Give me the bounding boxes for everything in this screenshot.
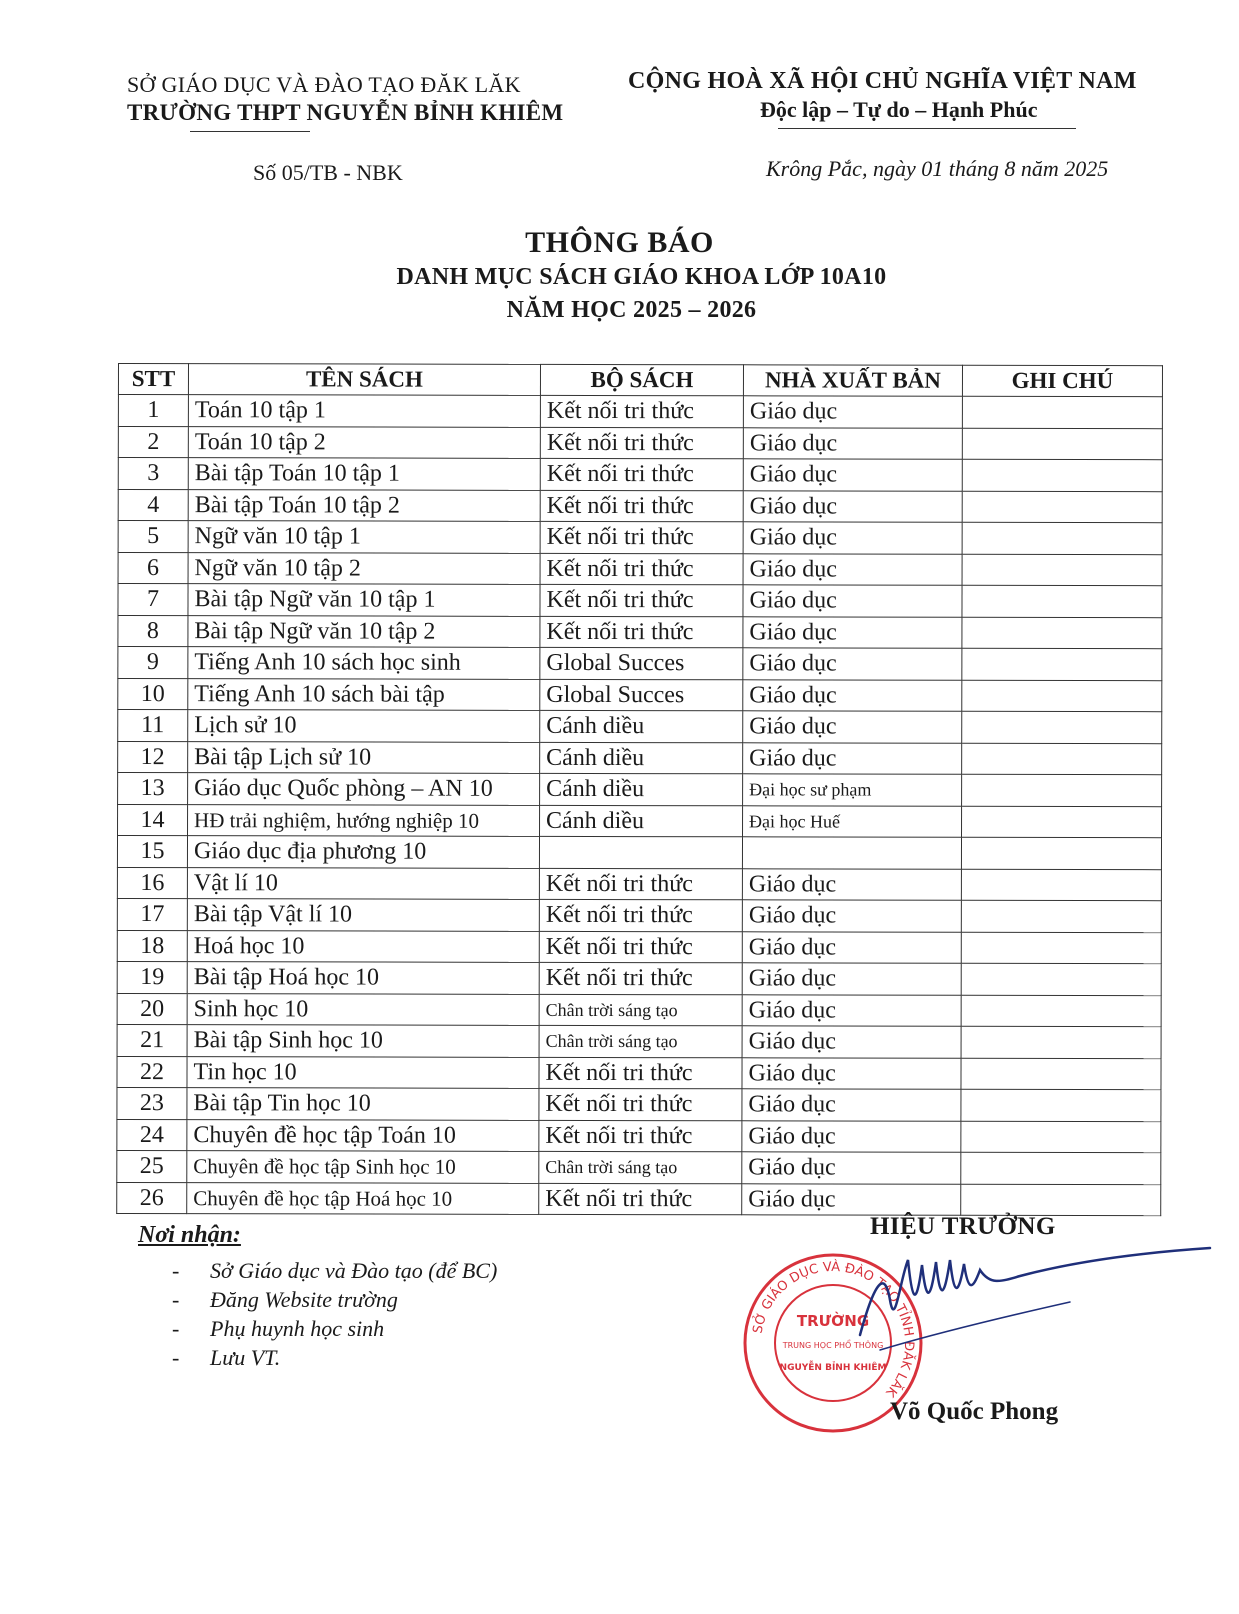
table-row — [118, 521, 1162, 555]
table-row — [117, 1150, 1161, 1184]
cell-book-series: Kết nối tri thức — [539, 1183, 742, 1215]
textbook-table — [116, 363, 1163, 1216]
principal-signature — [850, 1240, 1220, 1370]
cell-publisher: Giáo dục — [743, 396, 962, 428]
cell-note — [962, 428, 1162, 460]
table-row — [117, 961, 1161, 995]
cell-note — [962, 743, 1162, 775]
cell-stt: 8 — [118, 615, 188, 647]
motto-underline — [778, 128, 1076, 129]
cell-publisher: Giáo dục — [742, 963, 961, 995]
cell-publisher: Giáo dục — [742, 868, 961, 900]
table-header-row — [118, 364, 1162, 397]
cell-book-series: Kết nối tri thức — [539, 931, 742, 963]
cell-book-series: Kết nối tri thức — [539, 1088, 742, 1120]
cell-book-series — [539, 836, 742, 868]
cell-note — [961, 869, 1161, 901]
recipient-text: Đăng Website trường — [210, 1287, 398, 1312]
nation-name: CỘNG HOÀ XÃ HỘI CHỦ NGHĨA VIỆT NAM — [628, 68, 1137, 94]
recipient-text: Phụ huynh học sinh — [210, 1316, 385, 1341]
table-row — [117, 993, 1161, 1027]
school-year: NĂM HỌC 2025 – 2026 — [506, 297, 757, 323]
cell-publisher: Giáo dục — [742, 1120, 961, 1152]
list-dash: - — [172, 1287, 180, 1312]
cell-book-name: Bài tập Lịch sử 10 — [188, 741, 540, 773]
cell-note — [962, 459, 1162, 491]
cell-publisher: Giáo dục — [742, 1183, 961, 1215]
cell-book-name: Ngữ văn 10 tập 1 — [188, 521, 540, 553]
cell-stt: 15 — [117, 836, 187, 868]
cell-book-name: Tiếng Anh 10 sách học sinh — [188, 647, 540, 679]
cell-stt: 11 — [118, 710, 188, 742]
table-row — [118, 458, 1162, 492]
cell-book-name: Giáo dục Quốc phòng – AN 10 — [188, 773, 540, 805]
cell-note — [961, 1184, 1161, 1216]
cell-book-series: Kết nối tri thức — [540, 553, 743, 585]
cell-book-name: Bài tập Vật lí 10 — [187, 899, 539, 931]
table-row — [118, 584, 1162, 618]
cell-note — [962, 585, 1162, 617]
cell-stt: 13 — [118, 773, 188, 805]
cell-publisher: Giáo dục — [742, 900, 961, 932]
cell-book-series: Chân trời sáng tạo — [539, 1025, 742, 1057]
cell-book-name: Chuyên đề học tập Hoá học 10 — [187, 1182, 539, 1214]
cell-note — [962, 617, 1162, 649]
recipients-title: Nơi nhận: — [138, 1222, 241, 1248]
cell-stt: 19 — [117, 961, 187, 993]
cell-stt: 1 — [118, 395, 188, 427]
cell-publisher: Giáo dục — [742, 1152, 961, 1184]
table-row — [117, 1056, 1161, 1090]
cell-publisher: Giáo dục — [743, 585, 962, 617]
cell-note — [962, 554, 1162, 586]
cell-note — [962, 774, 1162, 806]
cell-publisher: Đại học sư phạm — [743, 774, 962, 806]
cell-stt: 26 — [117, 1182, 187, 1214]
cell-note — [961, 900, 1161, 932]
table-row — [117, 1119, 1161, 1153]
cell-note — [961, 1058, 1161, 1090]
cell-note — [961, 1089, 1161, 1121]
list-dash: - — [172, 1316, 180, 1341]
cell-book-series: Cánh diều — [540, 710, 743, 742]
cell-publisher: Giáo dục — [743, 459, 962, 491]
cell-stt: 16 — [117, 867, 187, 899]
cell-stt: 20 — [117, 993, 187, 1025]
cell-book-series: Kết nối tri thức — [539, 899, 742, 931]
cell-stt: 18 — [117, 930, 187, 962]
table-row — [118, 678, 1162, 712]
cell-book-series: Kết nối tri thức — [540, 616, 743, 648]
table-row — [118, 804, 1162, 838]
cell-publisher: Giáo dục — [743, 742, 962, 774]
cell-book-name: Bài tập Hoá học 10 — [187, 962, 539, 994]
header-book-name: TÊN SÁCH — [188, 364, 540, 396]
cell-publisher: Giáo dục — [743, 522, 962, 554]
school-underline — [190, 131, 310, 132]
cell-book-name: Toán 10 tập 1 — [188, 395, 540, 427]
cell-note — [961, 963, 1161, 995]
cell-note — [962, 396, 1162, 428]
signature-underline — [880, 1302, 1070, 1350]
cell-book-series: Kết nối tri thức — [540, 395, 743, 427]
table-row — [117, 867, 1161, 901]
cell-note — [961, 932, 1161, 964]
cell-publisher: Giáo dục — [743, 648, 962, 680]
recipient-item — [172, 1256, 497, 1285]
cell-note — [961, 837, 1161, 869]
document-number: Số 05/TB - NBK — [253, 160, 403, 185]
cell-note — [961, 995, 1161, 1027]
table-row — [117, 1024, 1161, 1058]
cell-book-name: Hoá học 10 — [187, 930, 539, 962]
stamp-center-line1: TRƯỜNG — [796, 1312, 870, 1330]
table-row — [118, 395, 1162, 429]
cell-book-name: Bài tập Toán 10 tập 2 — [188, 489, 540, 521]
cell-book-series: Chân trời sáng tạo — [539, 994, 742, 1026]
cell-book-name: Ngữ văn 10 tập 2 — [188, 552, 540, 584]
cell-note — [961, 1026, 1161, 1058]
cell-book-series: Chân trời sáng tạo — [539, 1151, 742, 1183]
cell-stt: 5 — [118, 521, 188, 553]
cell-stt: 22 — [117, 1056, 187, 1088]
table-row — [117, 1182, 1161, 1216]
cell-book-series: Global Succes — [540, 647, 743, 679]
table-row — [117, 1087, 1161, 1121]
list-dash: - — [172, 1258, 180, 1283]
list-dash: - — [172, 1345, 180, 1370]
table-row — [117, 836, 1161, 870]
principal-name: Võ Quốc Phong — [890, 1398, 1059, 1425]
cell-stt: 4 — [118, 489, 188, 521]
cell-publisher: Giáo dục — [742, 931, 961, 963]
cell-publisher — [742, 837, 961, 869]
cell-book-series: Kết nối tri thức — [539, 868, 742, 900]
cell-publisher: Giáo dục — [743, 490, 962, 522]
recipient-item — [172, 1314, 497, 1343]
cell-book-series: Kết nối tri thức — [539, 1120, 742, 1152]
table-row — [118, 426, 1162, 460]
stamp-center-line2: TRUNG HỌC PHỔ THÔNG — [782, 1341, 884, 1350]
cell-book-name: Tiếng Anh 10 sách bài tập — [188, 678, 540, 710]
table-row — [118, 615, 1162, 649]
cell-stt: 9 — [118, 647, 188, 679]
table-row — [117, 898, 1161, 932]
table-body — [117, 395, 1163, 1216]
table-row — [118, 773, 1162, 807]
cell-book-name: HĐ trải nghiệm, hướng nghiệp 10 — [188, 804, 540, 836]
cell-book-name: Tin học 10 — [187, 1056, 539, 1088]
cell-stt: 2 — [118, 426, 188, 458]
cell-book-name: Chuyên đề học tập Sinh học 10 — [187, 1151, 539, 1183]
cell-stt: 7 — [118, 584, 188, 616]
cell-book-name: Chuyên đề học tập Toán 10 — [187, 1119, 539, 1151]
recipient-item — [172, 1285, 497, 1314]
cell-book-series: Kết nối tri thức — [540, 584, 743, 616]
cell-stt: 6 — [118, 552, 188, 584]
cell-book-series: Kết nối tri thức — [540, 490, 743, 522]
cell-book-series: Kết nối tri thức — [539, 962, 742, 994]
cell-book-name: Sinh học 10 — [187, 993, 539, 1025]
cell-book-series: Kết nối tri thức — [540, 427, 743, 459]
notice-title: THÔNG BÁO — [525, 226, 714, 259]
cell-publisher: Giáo dục — [742, 1026, 961, 1058]
header-note: GHI CHÚ — [962, 365, 1162, 396]
cell-note — [962, 711, 1162, 743]
cell-book-series: Kết nối tri thức — [540, 521, 743, 553]
table-row — [118, 489, 1162, 523]
header-book-series: BỘ SÁCH — [540, 364, 743, 395]
cell-publisher: Giáo dục — [743, 711, 962, 743]
cell-book-name: Lịch sử 10 — [188, 710, 540, 742]
cell-note — [962, 680, 1162, 712]
notice-subtitle: DANH MỤC SÁCH GIÁO KHOA LỚP 10A10 — [396, 264, 887, 290]
cell-publisher: Giáo dục — [742, 1057, 961, 1089]
cell-book-name: Bài tập Tin học 10 — [187, 1088, 539, 1120]
nation-motto: Độc lập – Tự do – Hạnh Phúc — [760, 97, 1038, 122]
cell-stt: 17 — [117, 898, 187, 930]
cell-note — [961, 1121, 1161, 1153]
cell-stt: 10 — [118, 678, 188, 710]
cell-publisher: Giáo dục — [743, 679, 962, 711]
cell-book-name: Vật lí 10 — [187, 867, 539, 899]
cell-stt: 14 — [118, 804, 188, 836]
table-row — [118, 552, 1162, 586]
recipient-text: Sở Giáo dục và Đào tạo (để BC) — [210, 1258, 498, 1283]
cell-book-name: Bài tập Toán 10 tập 1 — [188, 458, 540, 490]
cell-note — [962, 491, 1162, 523]
cell-book-series: Kết nối tri thức — [539, 1057, 742, 1089]
cell-book-name: Giáo dục địa phương 10 — [187, 836, 539, 868]
header-publisher: NHÀ XUẤT BẢN — [743, 365, 962, 396]
place-date: Krông Pắc, ngày 01 tháng 8 năm 2025 — [766, 156, 1109, 181]
cell-note — [962, 648, 1162, 680]
cell-stt: 12 — [118, 741, 188, 773]
cell-book-name: Bài tập Ngữ văn 10 tập 1 — [188, 584, 540, 616]
cell-publisher: Giáo dục — [743, 553, 962, 585]
cell-book-name: Bài tập Ngữ văn 10 tập 2 — [188, 615, 540, 647]
table-row — [117, 930, 1161, 964]
cell-stt: 24 — [117, 1119, 187, 1151]
principal-title: HIỆU TRƯỞNG — [870, 1213, 1056, 1240]
cell-book-series: Cánh diều — [540, 805, 743, 837]
cell-stt: 21 — [117, 1024, 187, 1056]
recipient-text: Lưu VT. — [210, 1345, 281, 1370]
table-row — [118, 647, 1162, 681]
cell-book-series: Kết nối tri thức — [540, 458, 743, 490]
cell-stt: 23 — [117, 1087, 187, 1119]
recipient-item — [172, 1343, 497, 1372]
cell-publisher: Giáo dục — [742, 994, 961, 1026]
stamp-center-line3: NGUYỄN BỈNH KHIÊM — [779, 1363, 887, 1373]
stamp-ring-text: SỞ GIÁO DỤC VÀ ĐÀO TẠO TỈNH ĐĂK LĂK — [750, 1259, 917, 1400]
cell-book-series: Cánh diều — [540, 773, 743, 805]
table-row — [118, 741, 1162, 775]
cell-publisher: Giáo dục — [743, 616, 962, 648]
table-row — [118, 710, 1162, 744]
header-stt: STT — [118, 364, 188, 395]
cell-book-series: Cánh diều — [540, 742, 743, 774]
cell-publisher: Giáo dục — [742, 1089, 961, 1121]
recipients-list — [172, 1256, 497, 1372]
cell-stt: 25 — [117, 1150, 187, 1182]
cell-note — [962, 522, 1162, 554]
cell-note — [961, 1152, 1161, 1184]
department-name: SỞ GIÁO DỤC VÀ ĐÀO TẠO ĐĂK LĂK — [127, 72, 521, 97]
cell-note — [962, 806, 1162, 838]
school-name: TRƯỜNG THPT NGUYỄN BỈNH KHIÊM — [127, 100, 564, 125]
cell-stt: 3 — [118, 458, 188, 490]
cell-publisher: Giáo dục — [743, 427, 962, 459]
cell-book-series: Global Succes — [540, 679, 743, 711]
cell-book-name: Toán 10 tập 2 — [188, 426, 540, 458]
cell-book-name: Bài tập Sinh học 10 — [187, 1025, 539, 1057]
cell-publisher: Đại học Huế — [743, 805, 962, 837]
signature-stroke — [860, 1248, 1210, 1335]
